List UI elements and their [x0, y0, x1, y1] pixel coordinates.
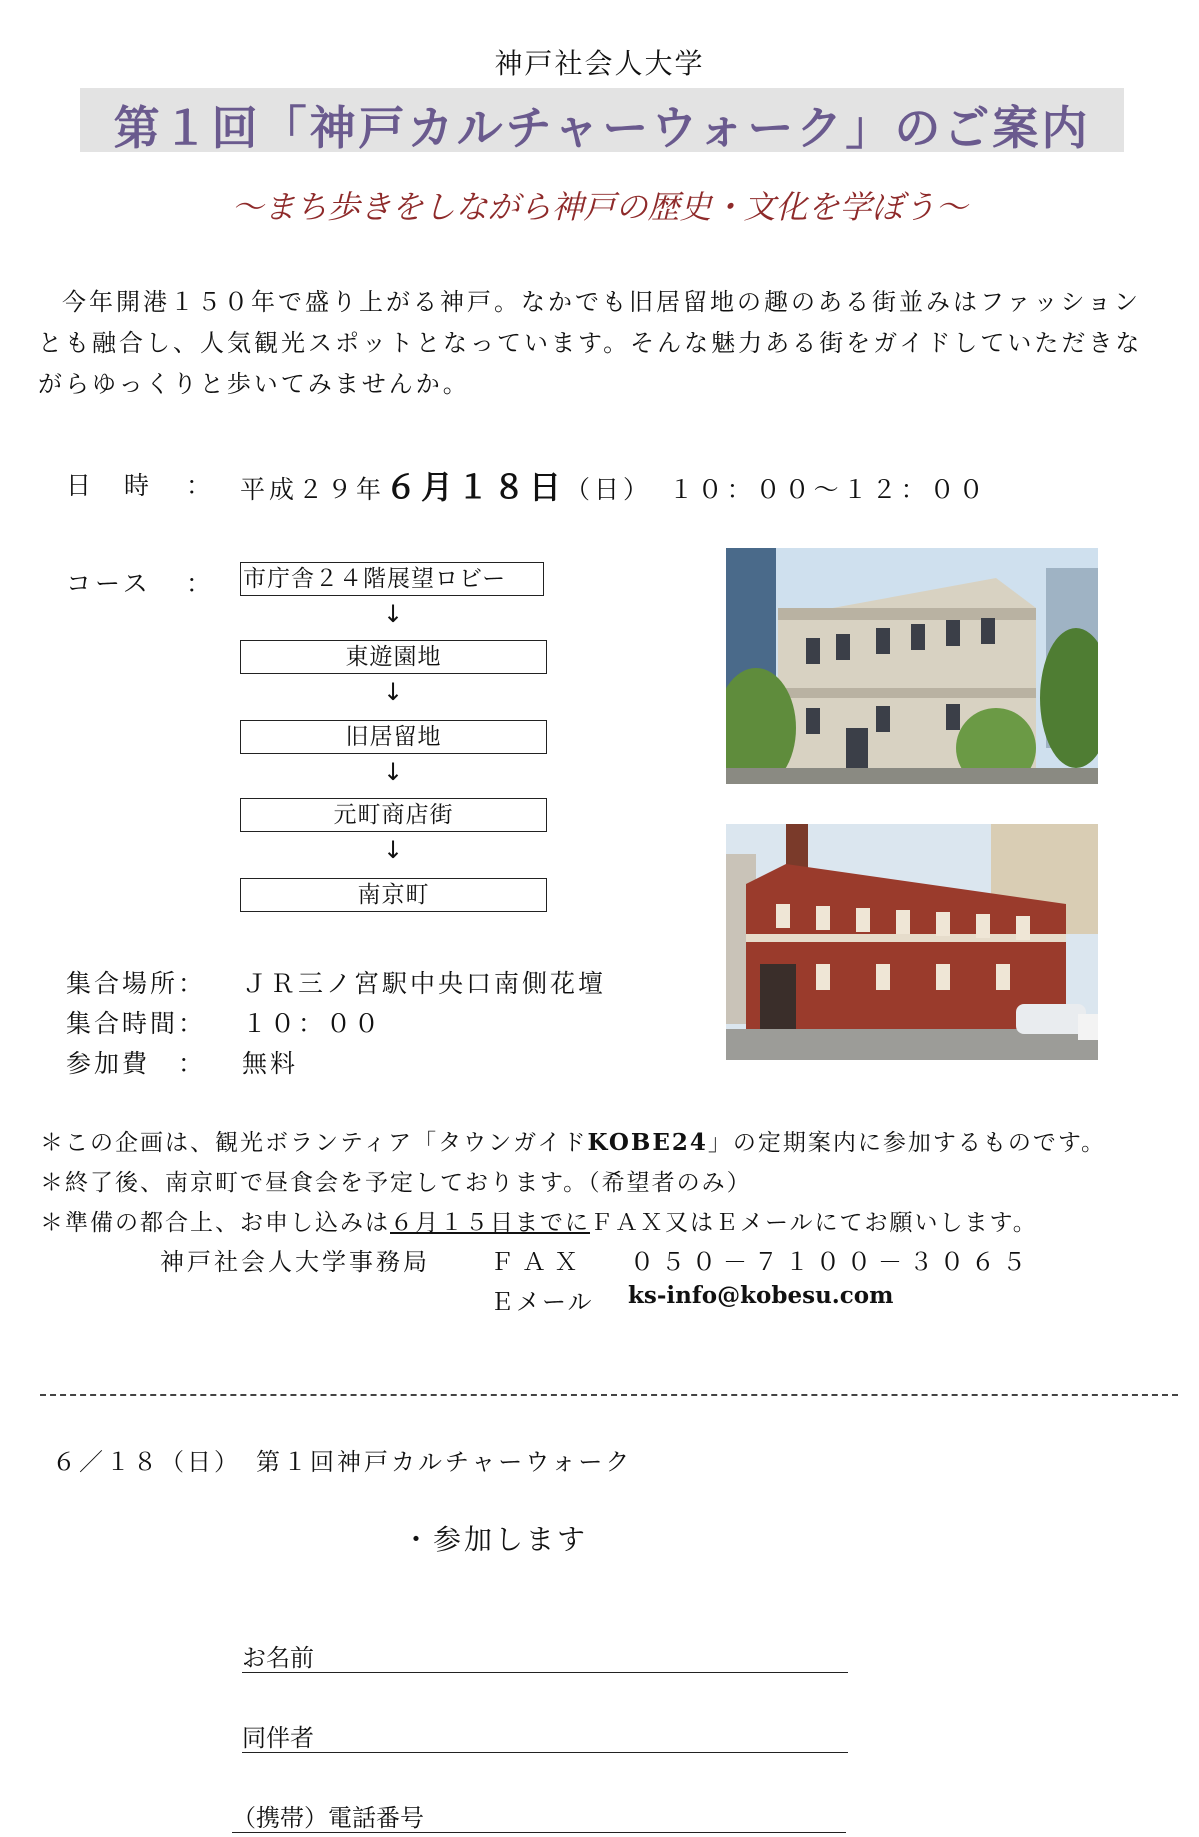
building-photo-2-svg	[726, 824, 1098, 1060]
building-photo-1-svg	[726, 548, 1098, 784]
course-stop-2: 東遊園地	[240, 640, 547, 674]
page-title: 第１回「神戸カルチャーウォーク」のご案内	[113, 101, 1091, 155]
course-stop-5: 南京町	[240, 878, 547, 912]
course-arrow-4: ↓	[382, 836, 404, 864]
datetime-colon: ：	[186, 471, 216, 500]
office-name: 神戸社会人大学事務局	[160, 1248, 430, 1276]
note-1-text-a: ＊この企画は、観光ボランティア「タウンガイド	[40, 1130, 588, 1156]
intro-paragraph	[38, 282, 1168, 405]
course-stop-1: 市庁舎２４階展望ロビー	[240, 562, 544, 596]
meeting-time-value: １０：００	[242, 1009, 383, 1038]
datetime-weekday: （日）	[565, 475, 640, 504]
note-2: ＊終了後、南京町で昼食会を予定しております。（希望者のみ）	[40, 1170, 752, 1196]
fax-label: ＦＡＸ	[490, 1248, 586, 1276]
datetime-time: １０：００～１２：００	[668, 475, 988, 504]
fee-value: 無料	[242, 1049, 299, 1078]
datetime-label: 日 時	[66, 471, 154, 500]
note-1-text-c: 」の定期案内に参加するものです。	[707, 1130, 1107, 1156]
fee-label: 参加費 ：	[66, 1049, 207, 1078]
note-1	[40, 1124, 1106, 1157]
intro-text: 今年開港１５０年で盛り上がる神戸。なかでも旧居留地の趣のある街並みはファッションとも融合し、人気観光スポットとなっています。そんな魅力ある街をガイドしていただきながらゆっくりと歩いてみませんか。	[38, 288, 1143, 398]
companion-label: 同伴者	[242, 1724, 314, 1752]
course-label: コース	[66, 569, 152, 598]
datetime-value	[240, 462, 988, 508]
datetime-date: ６月１８日	[385, 468, 566, 506]
building-photo-brick	[726, 824, 1098, 1060]
phone-label: （携帯）電話番号	[232, 1804, 424, 1832]
note-3-text-c: ＦＡＸ又はＥメールにてお願いします。	[590, 1210, 1038, 1236]
course-arrow-3: ↓	[382, 758, 404, 786]
form-attend[interactable]: ・参加します	[402, 1523, 589, 1556]
datetime-era: 平成２９年	[240, 475, 386, 504]
meeting-place-label: 集合場所：	[66, 969, 207, 998]
fax-number: ０５０－７１００－３０６５	[630, 1248, 1033, 1276]
email-label: Ｅメール	[490, 1288, 594, 1316]
name-label: お名前	[242, 1644, 314, 1672]
course-stop-3: 旧居留地	[240, 720, 547, 754]
name-field[interactable]	[242, 1638, 848, 1673]
meeting-place-value: ＪＲ三ノ宮駅中央口南側花壇	[242, 969, 607, 998]
course-stop-4: 元町商店街	[240, 798, 547, 832]
organization-name: 神戸社会人大学	[494, 47, 705, 80]
email-address[interactable]: ks-info@kobesu.com	[628, 1282, 894, 1309]
course-arrow-1: ↓	[382, 600, 404, 628]
note-3-deadline: ６月１５日までに	[390, 1210, 590, 1236]
form-event: ６／１８（日） 第１回神戸カルチャーウォーク	[52, 1448, 633, 1476]
note-1-kobe24: KOBE24	[587, 1129, 708, 1156]
note-3	[40, 1204, 1038, 1237]
course-arrow-2: ↓	[382, 678, 404, 706]
building-photo-city-hall	[726, 548, 1098, 784]
meeting-time-label: 集合時間：	[66, 1009, 207, 1038]
course-colon: ：	[186, 569, 216, 598]
note-3-text-a: ＊準備の都合上、お申し込みは	[40, 1210, 390, 1236]
phone-field[interactable]	[232, 1798, 846, 1833]
companion-field[interactable]	[242, 1718, 848, 1753]
cut-line	[40, 1394, 1178, 1396]
subtitle: ～まち歩きをしながら神戸の歴史・文化を学ぼう～	[231, 188, 968, 226]
